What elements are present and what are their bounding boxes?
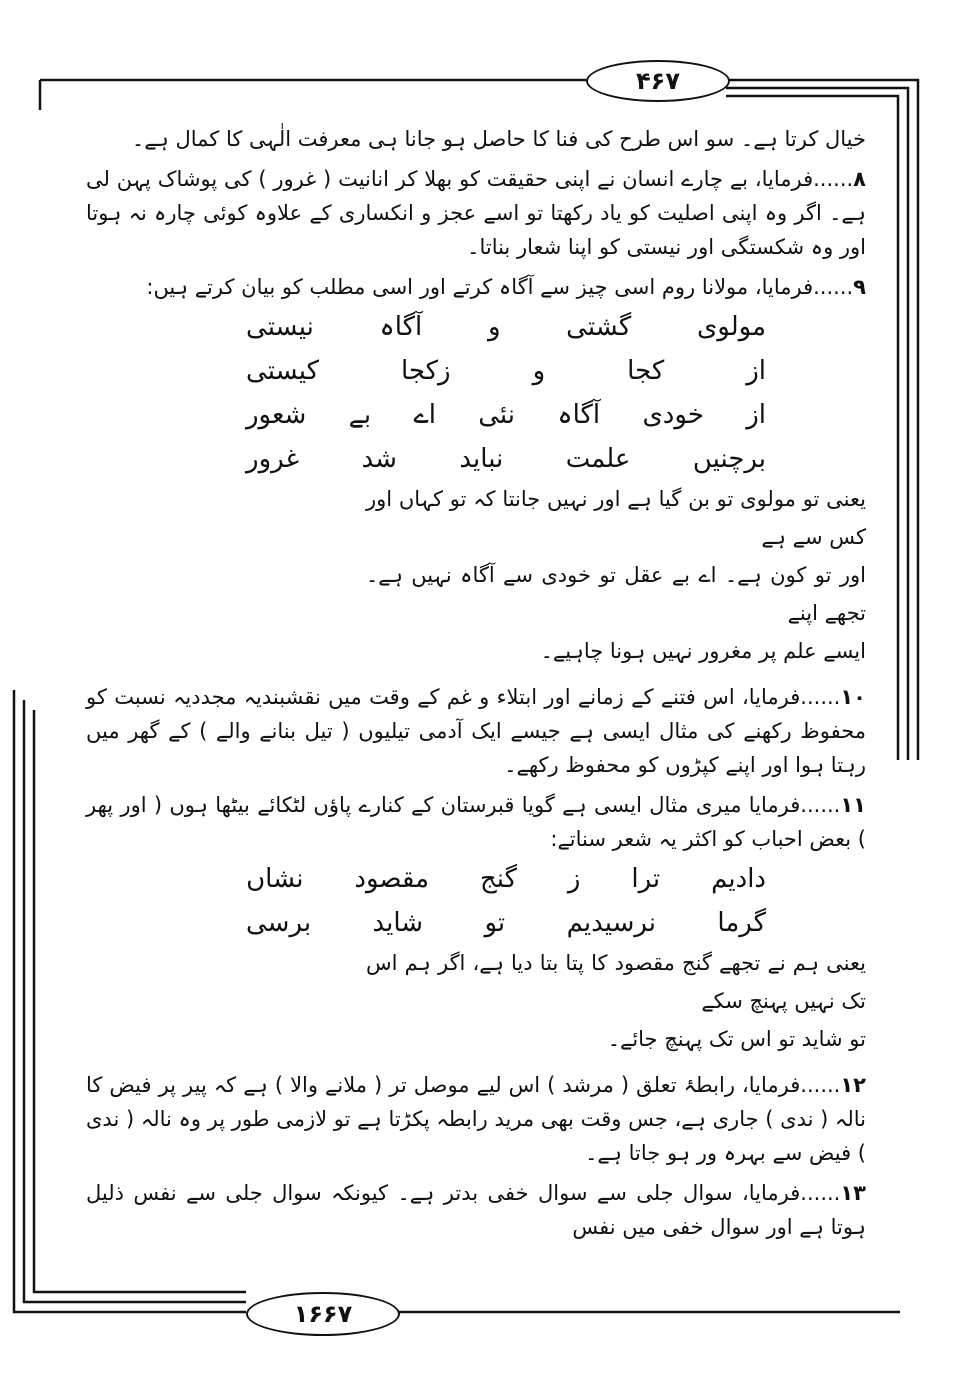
verse-line: [246, 862, 766, 896]
page-number-bottom: ۱۶۶۷: [246, 1292, 400, 1336]
verse-word: از: [746, 356, 766, 386]
paragraph-text: ......فرمایا، سوال جلی سے سوال خفی بدتر ہے۔ کیونکہ سوال جلی سے نفس ذلیل ہوتا ہے اور سوال خفی میں نفس: [86, 1181, 866, 1239]
verse-word: نئی: [478, 400, 516, 430]
paragraph-number: ۱۱: [840, 793, 866, 817]
translation-line: یعنی تو مولوی تو بن گیا ہے اور نہیں جانتا کہ تو کہاں اور کس سے ہے: [366, 487, 866, 549]
translation-line: اور تو کون ہے۔ اے بے عقل تو خودی سے آگاہ نہیں ہے۔ تجھے اپنے: [366, 563, 866, 625]
verse-word: نرسیدیم: [566, 908, 656, 938]
verse-word: آگاہ: [557, 400, 601, 430]
verse-word: کجا: [627, 356, 665, 386]
paragraph-number: ۸: [853, 167, 866, 191]
paragraph-text: ......فرمایا، رابطۂ تعلق ( مرشد ) اس لیے موصل تر ( ملانے والا ) ہے کہ پیر پر فیض کا نالہ ( ندی ) جاری ہے، جس وقت بھی مرید رابطہ پکڑتا ہے تو لازمی طور پر وہ نالہ ( ندی ) فیض سے بہرہ ور ہو جاتا ہے۔: [86, 1073, 866, 1165]
verse-line: [246, 310, 766, 344]
verse-word: و: [532, 356, 546, 386]
verse-word: غرور: [246, 444, 300, 474]
paragraph-text: ......فرمایا، مولانا روم اسی چیز سے آگاہ کرتے اور اسی مطلب کو بیان کرتے ہیں:: [146, 275, 854, 299]
intro-line: خیال کرتا ہے۔ سو اس طرح کی فنا کا حاصل ہو جانا ہی معرفت الٰہی کا کمال ہے۔: [131, 127, 866, 151]
paragraph-number: ۱۳: [840, 1181, 866, 1205]
translation-line: ایسے علم پر مغرور نہیں ہونا چاہیے۔: [540, 639, 866, 663]
verse-word: اے: [413, 400, 436, 430]
verse-1-translation: [366, 480, 866, 670]
paragraph-12: [86, 1068, 866, 1170]
verse-word: نباید: [459, 444, 504, 474]
paragraph-number: ۱۰: [840, 685, 866, 709]
verse-word: شاید: [372, 908, 424, 938]
verse-word: ز: [567, 864, 581, 894]
persian-verse-1: [246, 310, 766, 476]
verse-word: زکجا: [400, 356, 451, 386]
verse-word: گنج: [479, 864, 517, 894]
verse-word: برسی: [246, 908, 312, 938]
verse-line: [246, 906, 766, 940]
verse-word: نیستی: [246, 312, 314, 342]
verse-word: شعور: [246, 400, 307, 430]
translation-line: تو شاید تو اس تک پہنچ جائے۔: [607, 1027, 866, 1051]
verse-word: خودی: [642, 400, 704, 430]
verse-word: گشتی: [566, 312, 632, 342]
verse-word: شد: [361, 444, 397, 474]
verse-word: گرما: [717, 908, 766, 938]
translation-line: یعنی ہم نے تجھے گنج مقصود کا پتا بتا دیا ہے، اگر ہم اس تک نہیں پہنچ سکے: [366, 951, 866, 1013]
verse-word: تو: [484, 908, 506, 938]
paragraph-number: ۱۲: [840, 1073, 866, 1097]
paragraph-11: [86, 788, 866, 856]
verse-line: [246, 442, 766, 476]
verse-word: از: [746, 400, 766, 430]
paragraph-8: [86, 162, 866, 264]
verse-word: بے: [348, 400, 372, 430]
paragraph-text: ......فرمایا، اس فتنے کے زمانے اور ابتلاء و غم کے وقت میں نقشبندیہ مجددیہ نسبت کو محفوظ رکھنے کی مثال ایسی ہے جیسے ایک آدمی تیلیوں ( تیل بنانے والے ) کے گھر میں رہتا ہوا اور اپنے کپڑوں کو محفوظ رکھے۔: [86, 685, 866, 777]
verse-line: [246, 398, 766, 432]
verse-2-translation: [366, 944, 866, 1058]
paragraph-10: [86, 680, 866, 782]
paragraph-number: ۹: [853, 275, 866, 299]
document-body: [86, 122, 866, 1250]
verse-word: علمت: [565, 444, 631, 474]
paragraph-9: [86, 270, 866, 304]
page-number-top: ۴۶۷: [586, 60, 730, 102]
verse-word: دادیم: [711, 864, 766, 894]
verse-line: [246, 354, 766, 388]
persian-verse-2: [246, 862, 766, 940]
verse-word: برچنیں: [692, 444, 766, 474]
verse-word: مولوی: [696, 312, 766, 342]
paragraph-13: [86, 1176, 866, 1244]
verse-word: ترا: [631, 864, 661, 894]
paragraph-text: ......فرمایا میری مثال ایسی ہے گویا قبرستان کے کنارے پاؤں لٹکائے بیٹھا ہوں ( اور پھر ) بعض احباب کو اکثر یہ شعر سناتے:: [86, 793, 866, 851]
verse-word: مقصود: [354, 864, 430, 894]
verse-word: و: [487, 312, 501, 342]
verse-word: کیستی: [246, 356, 319, 386]
verse-word: نشاں: [246, 864, 304, 894]
verse-word: آگاہ: [379, 312, 423, 342]
paragraph-text: ......فرمایا، بے چارے انسان نے اپنی حقیقت کو بھلا کر انانیت ( غرور ) کی پوشاک پہن لی ہے۔ اگر وہ اپنی اصلیت کو یاد رکھتا تو اسے عجز و انکساری کے علاوہ کوئی چارہ نہ ہوتا اور وہ شکستگی اور نیستی کو اپنا شعار بناتا۔: [86, 167, 866, 259]
